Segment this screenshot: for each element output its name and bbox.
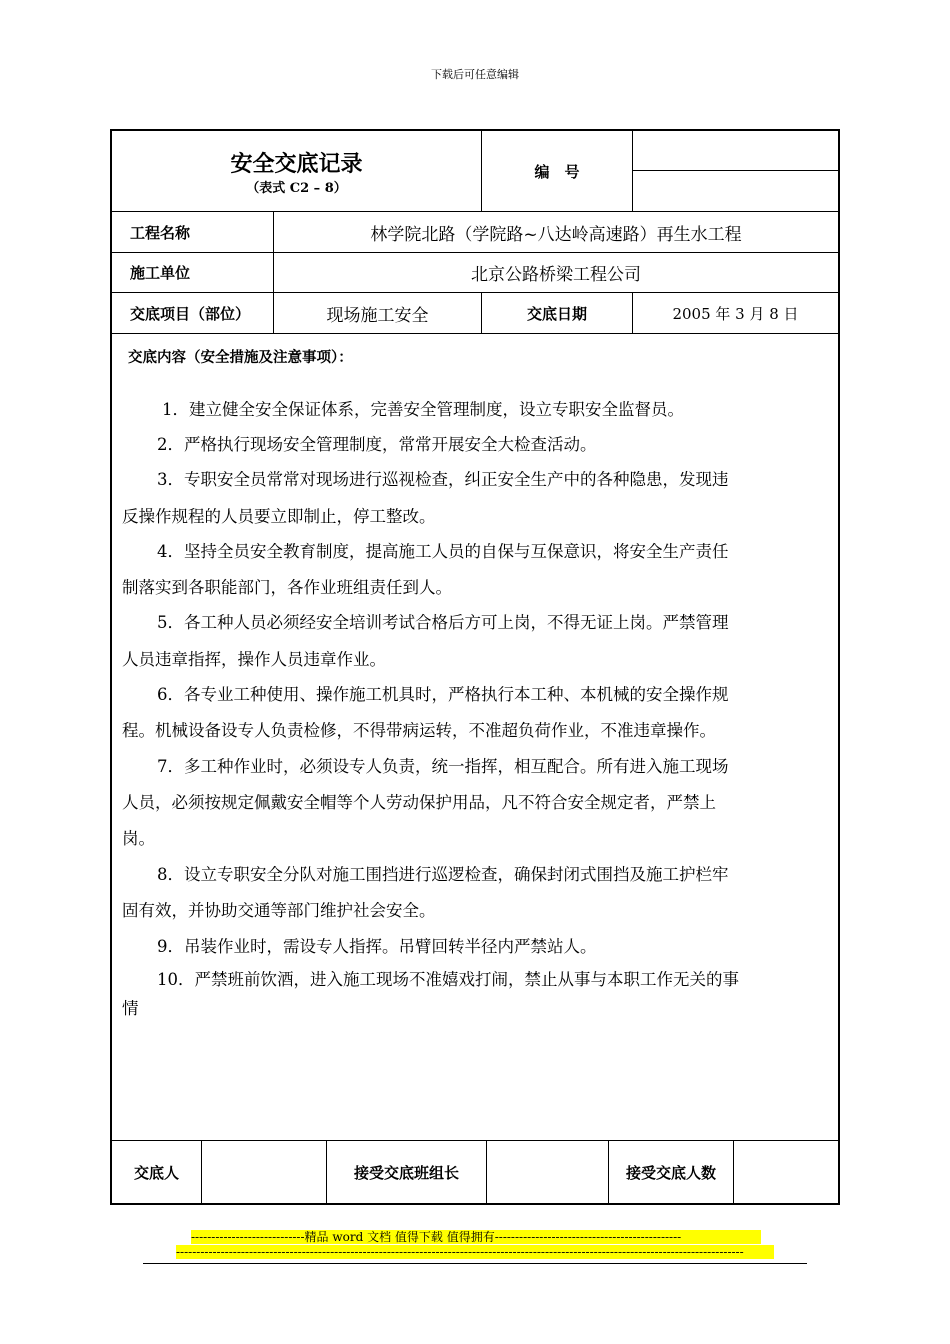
content-line: 5．各工种人员必须经安全培训考试合格后方可上岗，不得无证上岗。严禁管理 [157,613,729,632]
content-line: 固有效，并协助交通等部门维护社会安全。 [122,901,436,920]
content-line: 8．设立专职安全分队对施工围挡进行巡逻检查，确保封闭式围挡及施工护栏牢 [157,865,729,884]
project-name-value: 林学院北路（学院路~八达岭高速路）再生水工程 [370,224,742,245]
content-line: 人员，必须按规定佩戴安全帽等个人劳动保护用品，凡不符合安全规定者，严禁上 [122,793,716,812]
footer-dashes: -------------------------------------------------------------------------------------------------------------------------------------------- [176,1245,774,1259]
content-line: 10．严禁班前饮酒，进入施工现场不准嬉戏打闹，禁止从事与本职工作无关的事 [157,970,739,989]
content-line: 4．坚持全员安全教育制度，提高施工人员的自保与互保意识，将安全生产责任 [157,542,729,561]
team-leader-field[interactable] [487,1141,608,1203]
contractor-label: 施工单位 [130,264,191,282]
content-label: 交底内容（安全措施及注意事项）： [128,349,353,366]
content-line: 2．严格执行现场安全管理制度，常常开展安全大检查活动。 [157,435,597,454]
form-title: 安全交底记录 [230,151,363,177]
content-line: 制落实到各职能部门，各作业班组责任到人。 [122,578,452,597]
title-cell [112,131,481,211]
discloser-label: 交底人 [133,1163,179,1182]
content-line: 3．专职安全员常常对现场进行巡视检查，纠正安全生产中的各种隐患，发现违 [157,470,729,489]
content-line: 人员违章指挥，操作人员违章作业。 [122,650,386,669]
footer-banner: ----------------------------精品 word 文档 值得下载 值得拥有---------------------------------------------- [191,1230,761,1244]
number-field-2[interactable] [633,171,838,211]
receiver-count-label: 接受交底人数 [625,1163,716,1182]
content-line: 岗。 [122,829,155,848]
item-value: 现场施工安全 [326,305,429,326]
content-line: 9．吊装作业时，需设专人指挥。吊臂回转半径内严禁站人。 [157,937,597,956]
content-line: 反操作规程的人员要立即制止，停工整改。 [122,507,436,526]
content-line: 6．各专业工种使用、操作施工机具时，严格执行本工种、本机械的安全操作规 [157,685,729,704]
contractor-value: 北京公路桥梁工程公司 [471,265,641,285]
content-line: 7．多工种作业时，必须设专人负责，统一指挥，相互配合。所有进入施工现场 [157,757,729,776]
discloser-field[interactable] [202,1141,326,1203]
receiver-count-field[interactable] [734,1141,838,1203]
content-line: 1．建立健全安全保证体系，完善安全管理制度，设立专职安全监督员。 [162,400,684,419]
team-leader-label: 接受交底班组长 [353,1163,459,1182]
date-label: 交底日期 [526,304,587,323]
row-divider [110,333,840,334]
number-field-1[interactable] [633,131,838,170]
project-name-label: 工程名称 [130,223,191,242]
content-line: 情 [122,999,139,1018]
content-line: 程。机械设备设专人负责检修，不得带病运转，不准超负荷作业，不准违章操作。 [122,721,716,740]
footer-rule [143,1263,807,1264]
date-value: 2005 年 3 月 8 日 [672,304,799,323]
form-subtitle: （表式 C2 – 8） [246,181,347,196]
item-label: 交底项目（部位） [130,304,251,323]
top-note: 下载后可任意编辑 [431,68,519,81]
number-label: 编 号 [534,162,580,181]
